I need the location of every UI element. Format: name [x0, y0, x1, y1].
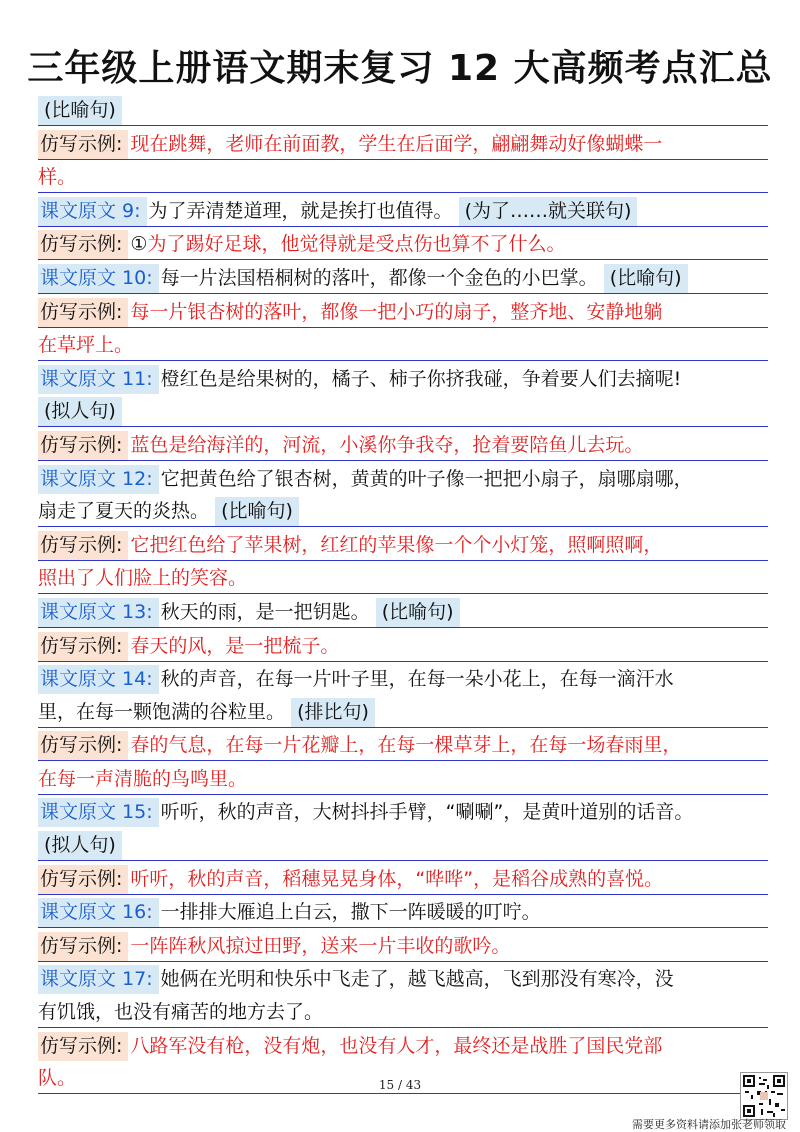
text-line: [38, 1032, 768, 1061]
text-line: [38, 765, 768, 795]
sentence-type-note: (拟人句): [38, 831, 122, 860]
original-text: 听听，秋的声音，大树抖抖手臂，“唰唰”，是黄叶道别的话音。: [160, 801, 694, 824]
imitation-text: 春的气息，在每一片花瓣上，在每一棵草芽上，在每一场春雨里，: [130, 734, 682, 757]
original-text: 橙红色是给果树的，橘子、柿子你挤我碰，争着要人们去摘呢!: [160, 367, 682, 390]
sentence-type-note: (拟人句): [38, 397, 122, 426]
sentence-type-note: (排比句): [291, 698, 375, 727]
imitation-label: 仿写示例:: [38, 130, 128, 159]
original-label: 课文原文 13:: [38, 598, 159, 627]
sentence-type-note: (比喻句): [38, 96, 122, 125]
text-line: [38, 163, 768, 193]
original-label: 课文原文 17:: [38, 965, 159, 994]
original-text: 一排排大雁追上白云，撒下一阵暖暖的叮咛。: [160, 901, 541, 924]
text-line: [38, 598, 768, 628]
text-line: [38, 298, 768, 328]
imitation-label: 仿写示例:: [38, 531, 128, 560]
text-line: [38, 197, 768, 227]
text-line: [38, 397, 768, 427]
text-line: [38, 531, 768, 561]
circled-number: ①: [130, 233, 148, 256]
content-body: [38, 96, 768, 1098]
original-label: 课文原文 15:: [38, 798, 159, 827]
original-text: 她俩在光明和快乐中飞走了，越飞越高，飞到那没有寒冷，没: [160, 968, 674, 991]
text-line: [38, 365, 768, 394]
original-text: 它把黄色给了银杏树，黄黄的叶子像一把把小扇子，扇哪扇哪，: [160, 467, 693, 490]
original-label: 课文原文 10:: [38, 264, 159, 293]
imitation-text: 八路军没有枪，没有炮，也没有人才，最终还是战胜了国民党部: [130, 1034, 663, 1057]
imitation-text: 一阵阵秋风掠过田野，送来一片丰收的歌吟。: [130, 934, 511, 957]
page-number: 15 / 43: [378, 1078, 422, 1092]
original-text: 有饥饿，也没有痛苦的地方去了。: [38, 1001, 324, 1024]
imitation-label: 仿写示例:: [38, 298, 128, 327]
text-line: [38, 731, 768, 761]
imitation-text: 现在跳舞，老师在前面教，学生在后面学，翩翩舞动好像蝴蝶一: [130, 132, 663, 155]
original-label: 课文原文 16:: [38, 898, 159, 927]
text-line: [38, 564, 768, 594]
page-title: 三年级上册语文期末复习 12 大高频考点汇总: [27, 48, 773, 89]
text-line: [38, 465, 768, 494]
imitation-text: 每一片银杏树的落叶，都像一把小巧的扇子，整齐地、安静地躺: [130, 300, 663, 323]
sentence-type-note: (比喻句): [215, 497, 299, 526]
text-line: [38, 798, 768, 827]
original-text: 为了弄清楚道理，就是挨打也值得。: [148, 199, 453, 222]
text-line: [38, 831, 768, 861]
sentence-type-note: (比喻句): [376, 598, 460, 627]
text-line: [38, 665, 768, 694]
sentence-type-note: (比喻句): [604, 264, 688, 293]
imitation-label: 仿写示例:: [38, 230, 128, 259]
original-text: 扇走了夏天的炎热。: [38, 500, 210, 523]
text-line: [38, 698, 768, 728]
text-line: [38, 932, 768, 962]
qr-code-icon: [740, 1072, 788, 1120]
imitation-label: 仿写示例:: [38, 1032, 128, 1061]
original-label: 课文原文 14:: [38, 665, 159, 694]
original-text: 每一片法国梧桐树的落叶，都像一个金色的小巴掌。: [160, 266, 598, 289]
text-line: [38, 130, 768, 160]
imitation-label: 仿写示例:: [38, 632, 128, 661]
imitation-label: 仿写示例:: [38, 932, 128, 961]
footer-note: 需要更多资料请添加张老师领取: [632, 1118, 786, 1131]
text-line: [38, 998, 768, 1028]
text-line: [38, 898, 768, 928]
text-line: [38, 965, 768, 994]
original-label: 课文原文 9:: [38, 197, 147, 226]
imitation-text: 在草坪上。: [38, 334, 134, 357]
text-line: [38, 431, 768, 461]
text-line: [38, 331, 768, 361]
original-label: 课文原文 11:: [38, 365, 159, 394]
text-line: [38, 497, 768, 527]
text-line: [38, 96, 768, 126]
imitation-text: 蓝色是给海洋的，河流，小溪你争我夺，抢着要陪鱼儿去玩。: [130, 433, 644, 456]
text-line: [38, 230, 768, 260]
text-line: [38, 865, 768, 895]
imitation-text: 春天的风，是一把梳子。: [130, 634, 340, 657]
original-label: 课文原文 12:: [38, 465, 159, 494]
original-text: 秋天的雨，是一把钥匙。: [160, 600, 370, 623]
imitation-text: 照出了人们脸上的笑容。: [38, 567, 248, 590]
imitation-text: 样。: [38, 166, 77, 189]
original-text: 里，在每一颗饱满的谷粒里。: [38, 700, 286, 723]
text-line: [38, 632, 768, 662]
imitation-text: 在每一声清脆的鸟鸣里。: [38, 767, 248, 790]
imitation-text: 为了踢好足球，他觉得就是受点伤也算不了什么。: [147, 233, 566, 256]
imitation-text: 它把红色给了苹果树，红红的苹果像一个个小灯笼，照啊照啊，: [130, 533, 663, 556]
imitation-text: 队。: [38, 1067, 77, 1090]
imitation-label: 仿写示例:: [38, 431, 128, 460]
original-text: 秋的声音，在每一片叶子里，在每一朵小花上，在每一滴汗水: [160, 668, 674, 691]
imitation-label: 仿写示例:: [38, 865, 128, 894]
imitation-text: 听听，秋的声音，稻穗晃晃身体，“哗哗”，是稻谷成熟的喜悦。: [130, 867, 664, 890]
text-line: [38, 264, 768, 294]
imitation-label: 仿写示例:: [38, 731, 128, 760]
sentence-type-note: (为了……就关联句): [459, 197, 638, 226]
